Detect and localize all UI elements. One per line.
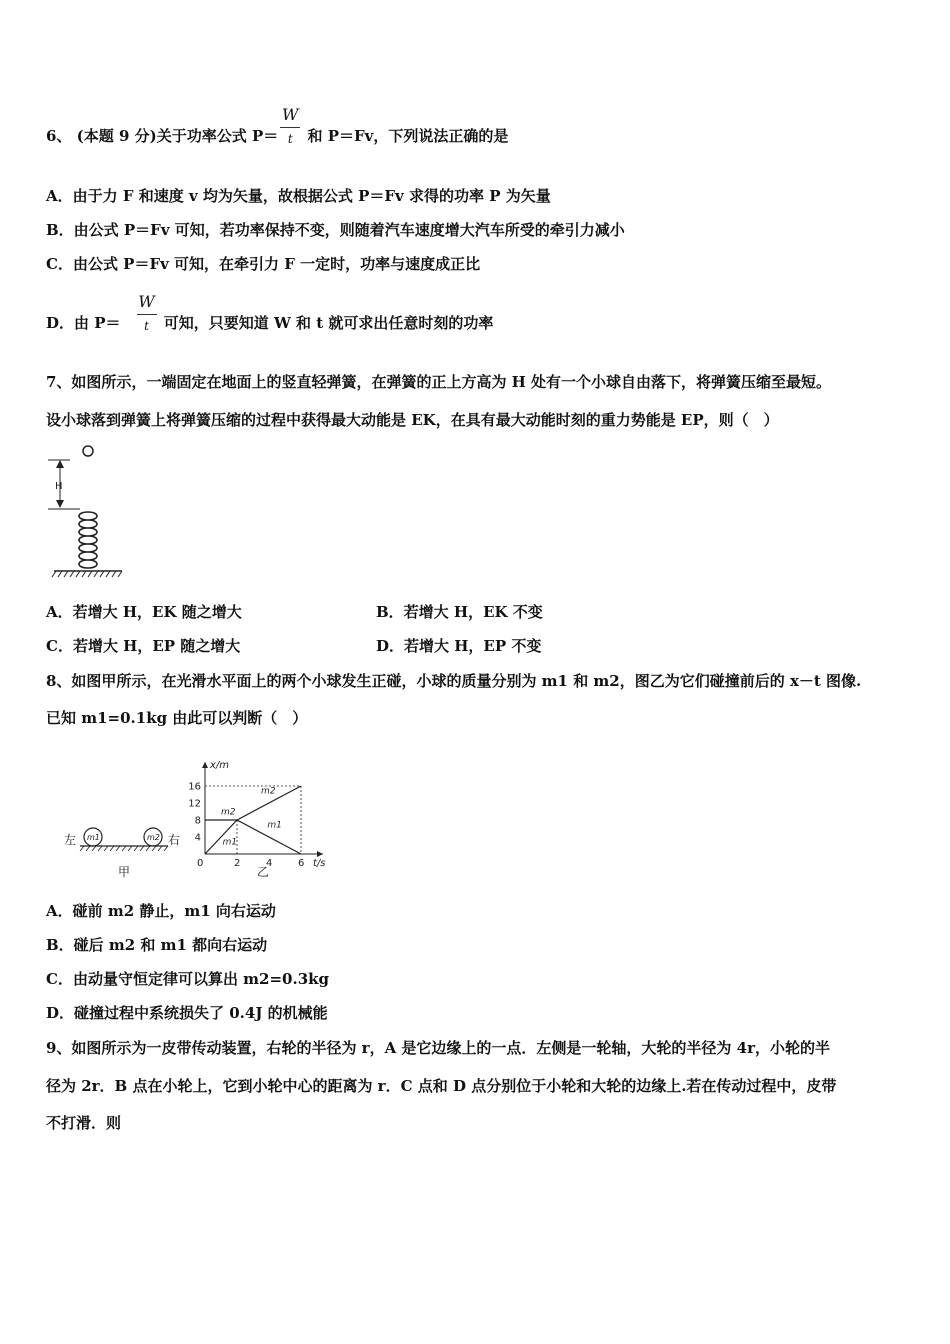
frac-numerator: W bbox=[138, 292, 155, 311]
x-axis-label: t/s bbox=[313, 858, 326, 869]
q6-stem bbox=[46, 105, 509, 147]
y-axis-label: x/m bbox=[210, 760, 230, 771]
q9-line2: 径为 2r．B 点在小轮上，它到小轮中心的距离为 r．C 点和 D 点分别位于小轮和大轮的边缘上.若在传动过程中，皮带 bbox=[46, 1077, 837, 1095]
collision-figure-jia bbox=[60, 820, 190, 880]
y-tick-label-12: 12 bbox=[188, 798, 201, 810]
q7-option-a: A．若增大 H，EK 随之增大 bbox=[46, 603, 242, 621]
x-tick-label-6: 6 bbox=[298, 858, 305, 869]
frac-denominator: t bbox=[144, 319, 149, 333]
q6-option-b: B．由公式 P＝Fv 可知，若功率保持不变，则随着汽车速度增大汽车所受的牵引力减小 bbox=[46, 221, 625, 239]
q8-option-c: C．由动量守恒定律可以算出 m2=0.3kg bbox=[46, 970, 330, 988]
y-axis-arrow bbox=[202, 762, 208, 768]
q6-option-d bbox=[46, 292, 494, 334]
q7-option-b: B．若增大 H，EK 不变 bbox=[376, 603, 543, 621]
floor-hatch bbox=[80, 846, 168, 851]
height-arrow-head-down bbox=[56, 500, 64, 508]
q7-option-d: D．若增大 H，EP 不变 bbox=[376, 637, 542, 655]
y-tick-label-8: 8 bbox=[194, 815, 201, 827]
xt-graph-yi bbox=[185, 740, 355, 880]
ground-hatch bbox=[52, 571, 122, 577]
frac-numerator: W bbox=[282, 105, 299, 124]
y-tick-label-4: 4 bbox=[194, 832, 201, 844]
series-label-m1-after: m1 bbox=[267, 820, 282, 831]
q6-fraction bbox=[278, 105, 302, 147]
x-axis-arrow bbox=[317, 851, 323, 857]
frac-denominator: t bbox=[287, 132, 293, 146]
q6-option-d-a: D．由 P＝ bbox=[46, 314, 121, 332]
caption-jia: 甲 bbox=[118, 865, 131, 879]
series-label-m1-before: m1 bbox=[222, 837, 238, 848]
x-tick-label-2: 2 bbox=[234, 858, 241, 869]
y-tick-label-16: 16 bbox=[188, 781, 201, 793]
q6-option-a: A．由于力 F 和速度 v 均为矢量，故根据公式 P＝Fv 求得的功率 P 为矢量 bbox=[46, 187, 551, 205]
q8-line1: 8、如图甲所示，在光滑水平面上的两个小球发生正碰，小球的质量分别为 m1 和 m2，图乙为它们碰撞前后的 x－t 图像. bbox=[46, 672, 862, 690]
q6-option-c: C．由公式 P＝Fv 可知，在牵引力 F 一定时，功率与速度成正比 bbox=[46, 255, 481, 273]
right-label: 右 bbox=[168, 833, 181, 847]
series-line-m2 bbox=[205, 786, 301, 820]
q7-line1: 7、如图所示，一端固定在地面上的竖直轻弹簧，在弹簧的正上方高为 H 处有一个小球自由落下，将弹簧压缩至最短。 bbox=[46, 373, 832, 391]
q6-stem-a: (本题 9 分)关于功率公式 P＝ bbox=[76, 127, 279, 145]
q7-option-c: C．若增大 H，EP 随之增大 bbox=[46, 637, 241, 655]
height-label: H bbox=[55, 481, 63, 492]
height-arrow-head-up bbox=[56, 460, 64, 468]
series-label-m2-after: m2 bbox=[261, 786, 276, 797]
ball-m1-label: m1 bbox=[87, 833, 100, 842]
x-tick-label-4: 4 bbox=[266, 858, 273, 869]
falling-ball bbox=[83, 446, 93, 456]
q8-option-a: A．碰前 m2 静止，m1 向右运动 bbox=[46, 902, 276, 920]
q6-d-fraction bbox=[135, 292, 159, 334]
series-line-m1 bbox=[205, 820, 301, 854]
series-label-m2-before: m2 bbox=[221, 807, 236, 818]
q6-number: 6、 bbox=[46, 127, 72, 145]
q8-line2: 已知 m1=0.1kg 由此可以判断（ ） bbox=[46, 709, 308, 727]
q6-option-d-b: 可知，只要知道 W 和 t 就可求出任意时刻的功率 bbox=[158, 314, 494, 332]
q6-stem-b: 和 P＝Fv，下列说法正确的是 bbox=[302, 127, 509, 145]
spring-coil bbox=[79, 512, 97, 568]
q9-line1: 9、如图所示为一皮带传动装置，右轮的半径为 r，A 是它边缘上的一点．左侧是一轮轴，大轮的半径为 4r，小轮的半 bbox=[46, 1039, 830, 1057]
spring-figure bbox=[40, 440, 130, 585]
ball-m2-label: m2 bbox=[147, 833, 160, 842]
left-label: 左 bbox=[64, 833, 77, 847]
caption-yi: 乙 bbox=[257, 865, 270, 879]
q7-line2: 设小球落到弹簧上将弹簧压缩的过程中获得最大动能是 EK，在具有最大动能时刻的重力势能是 EP，则（ ） bbox=[46, 411, 779, 429]
origin-label: 0 bbox=[197, 858, 204, 869]
q8-option-b: B．碰后 m2 和 m1 都向右运动 bbox=[46, 936, 268, 954]
q8-option-d: D．碰撞过程中系统损失了 0.4J 的机械能 bbox=[46, 1004, 328, 1022]
q9-line3: 不打滑．则 bbox=[46, 1114, 122, 1132]
